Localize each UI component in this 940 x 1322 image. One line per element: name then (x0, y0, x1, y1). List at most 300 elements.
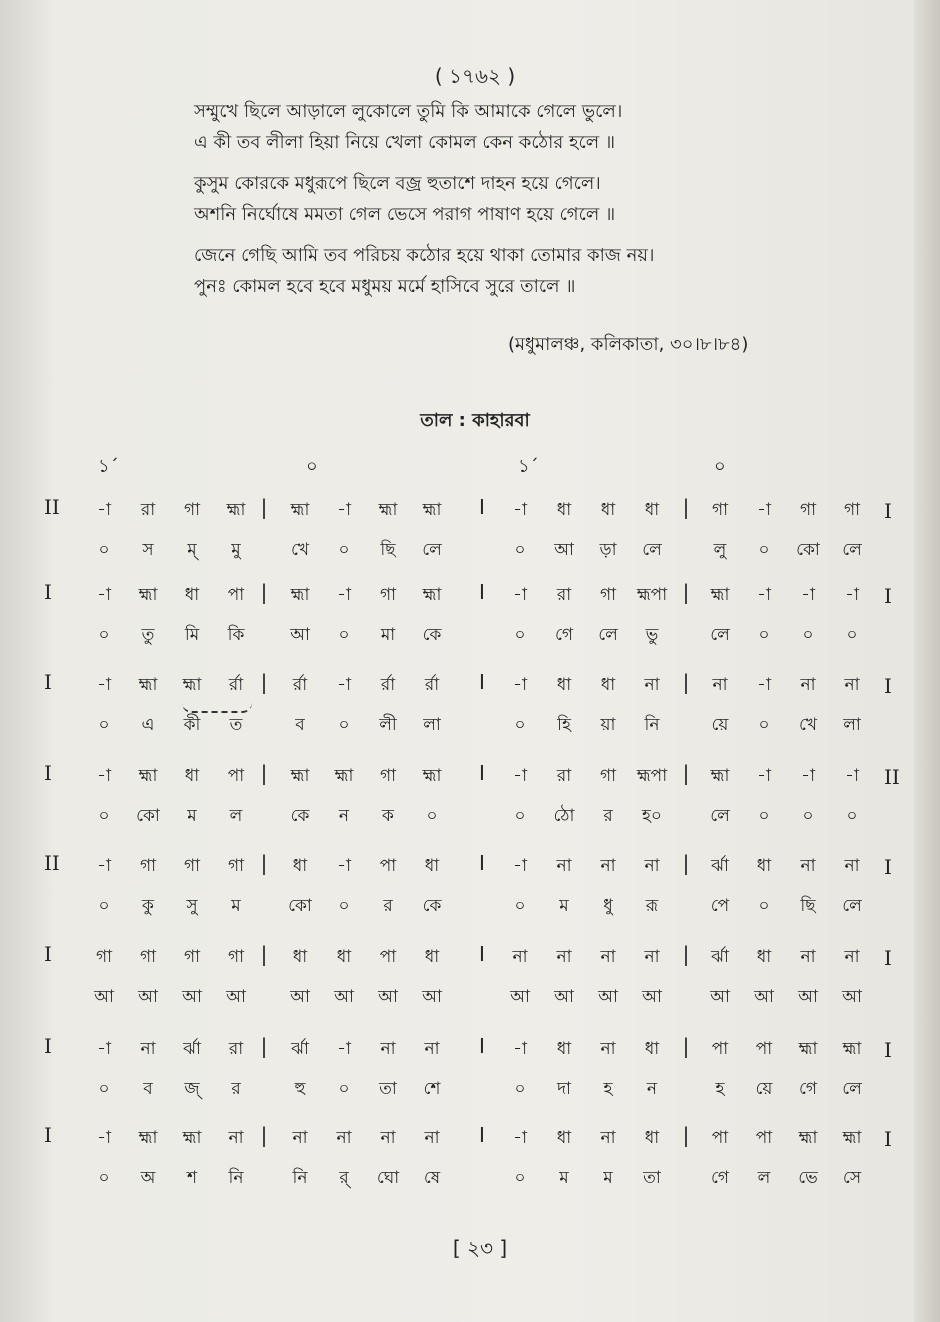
row-start-barline: I (44, 1034, 52, 1058)
lyric-syllable: এ (141, 715, 155, 735)
swara-note: গা (599, 766, 617, 786)
lyric-syllable: ঘো (376, 1168, 400, 1188)
swara-note: হ্মা (226, 500, 246, 520)
swara-note: না (424, 1039, 440, 1059)
lyric-syllable: কে (422, 896, 442, 916)
lyric-syllable: ঠো (553, 806, 575, 826)
lyric-syllable: গে (710, 1168, 730, 1188)
swara-note: না (336, 1128, 352, 1148)
row-start-barline: II (44, 851, 60, 875)
lyric-syllable: ০ (846, 806, 858, 826)
swara-note: রা (556, 766, 572, 786)
swara-note: ধা (184, 766, 200, 786)
beat-mark-khali: ০ (306, 456, 318, 477)
lyric-syllable: মি (184, 625, 200, 645)
lyric-syllable: ০ (338, 540, 350, 560)
swara-note: না (556, 856, 572, 876)
lyric-syllable: ০ (338, 896, 350, 916)
lyric-syllable: অ (140, 1168, 156, 1188)
lyric-syllable: কো (288, 896, 312, 916)
lyric-syllable: হ (603, 1079, 613, 1099)
swara-note: হ্মপা (636, 766, 668, 786)
lyric-syllable: স (142, 540, 154, 560)
lyric-syllable: আ (334, 987, 354, 1007)
lyric-syllable: হি (557, 715, 571, 735)
lyric-syllable: ০ (758, 806, 770, 826)
poem-line: এ কী তব লীলা হিয়া নিয়ে খেলা কোমল কেন কঠোর হলে ॥ (194, 132, 616, 153)
lyric-syllable: আ (290, 625, 310, 645)
lyric-syllable: ষে (423, 1168, 441, 1188)
swara-note: -া (513, 856, 527, 876)
swara-note: না (600, 947, 616, 967)
swara-note: গা (843, 500, 861, 520)
poem-line: অশনি নির্ঘোষে মমতা গেল ভেসে পরাগ পাষাণ হয়ে গেলে ॥ (194, 204, 616, 225)
swara-note: -া (513, 500, 527, 520)
beat-mark-sam: ১´ (98, 456, 119, 477)
swara-note: -া (97, 585, 111, 605)
row-end-barline: I (884, 499, 892, 523)
division-barline: I (479, 851, 485, 875)
swara-note: না (512, 947, 528, 967)
lyric-syllable: লা (423, 715, 441, 735)
lyric-syllable: আ (798, 987, 818, 1007)
swara-note: না (800, 675, 816, 695)
lyric-syllable: ০ (98, 625, 110, 645)
swara-note: -া (337, 856, 351, 876)
lyric-syllable: কী (183, 715, 201, 735)
swara-note: ধা (292, 947, 308, 967)
lyric-syllable: ম (187, 806, 197, 826)
lyric-syllable: ব (143, 1079, 153, 1099)
swara-note: গা (711, 500, 729, 520)
division-barline: I (479, 1123, 485, 1147)
lyric-syllable: ব (295, 715, 305, 735)
lyric-syllable: ০ (98, 1079, 110, 1099)
division-barline: | (260, 851, 268, 875)
lyric-syllable: লে (842, 1079, 862, 1099)
division-barline: | (682, 580, 690, 604)
swara-note: ধা (424, 856, 440, 876)
swara-note: না (800, 947, 816, 967)
swara-note: -া (337, 675, 351, 695)
swara-note: হ্মা (138, 1128, 158, 1148)
lyric-syllable: ধু (603, 896, 613, 916)
swara-note: রা (228, 1039, 244, 1059)
swara-note: হ্মা (842, 1128, 862, 1148)
lyric-syllable: ল (229, 806, 243, 826)
swara-note: ধা (556, 675, 572, 695)
lyric-syllable: ০ (514, 625, 526, 645)
lyric-syllable: নি (228, 1168, 244, 1188)
swara-note: র্রা (424, 675, 440, 695)
swara-note: হ্মা (422, 585, 442, 605)
lyric-syllable: ভে (798, 1168, 818, 1188)
swara-note: হ্মা (290, 500, 310, 520)
swara-note: -া (97, 675, 111, 695)
row-end-barline: I (884, 855, 892, 879)
lyric-syllable: সে (842, 1168, 862, 1188)
lyric-syllable: য়ে (711, 715, 729, 735)
lyric-syllable: ০ (514, 896, 526, 916)
lyric-syllable: আ (554, 540, 574, 560)
lyric-syllable: ছি (800, 896, 816, 916)
lyric-syllable: আ (182, 987, 202, 1007)
lyric-syllable: ছি (380, 540, 396, 560)
swara-note: হ্মপা (636, 585, 668, 605)
lyric-syllable: ০ (846, 625, 858, 645)
swara-note: র্ঝা (183, 1039, 201, 1059)
lyric-syllable: ল (757, 1168, 771, 1188)
lyric-syllable: লে (422, 540, 442, 560)
division-barline: | (682, 761, 690, 785)
swara-note: ধা (556, 1039, 572, 1059)
poem-line: সম্মুখে ছিলে আড়ালে লুকোলে তুমি কি আমাকে গেলে ভুলে। (194, 101, 623, 122)
swara-note: হ্মা (798, 1039, 818, 1059)
lyric-syllable: লী (379, 715, 397, 735)
lyric-syllable: ০ (514, 715, 526, 735)
swara-note: ধা (292, 856, 308, 876)
swara-note: -া (97, 766, 111, 786)
swara-note: ধা (644, 500, 660, 520)
poem-line: কুসুম কোরকে মধুরূপে ছিলে বজ্র হুতাশে দাহন হয়ে গেলে। (194, 173, 601, 194)
swara-note: ধা (644, 1128, 660, 1148)
swara-note: গা (799, 500, 817, 520)
division-barline: | (260, 580, 268, 604)
swara-note: -া (845, 766, 859, 786)
lyric-syllable: আ (842, 987, 862, 1007)
lyric-syllable: ম (559, 896, 569, 916)
swara-note: পা (711, 1128, 729, 1148)
row-start-barline: II (44, 495, 60, 519)
lyric-syllable: র (231, 1079, 241, 1099)
lyric-syllable: লে (642, 540, 662, 560)
swara-note: -া (97, 856, 111, 876)
lyric-syllable: ম্ (187, 540, 197, 560)
swara-note: ধা (556, 1128, 572, 1148)
swara-note: না (844, 856, 860, 876)
swara-note: পা (755, 1128, 773, 1148)
beat-mark-sam: ১´ (518, 456, 539, 477)
stanza (194, 240, 794, 302)
swara-note: না (600, 1128, 616, 1148)
swara-note: -া (337, 1039, 351, 1059)
lyric-syllable: লে (710, 625, 730, 645)
lyric-syllable: নি (292, 1168, 308, 1188)
division-barline: | (260, 1123, 268, 1147)
division-barline: I (479, 1034, 485, 1058)
swara-note: না (844, 675, 860, 695)
swara-note: র্ঝা (291, 1039, 309, 1059)
lyric-syllable: ০ (98, 896, 110, 916)
swara-note: হ্মা (378, 500, 398, 520)
lyric-syllable: য়ে (755, 1079, 773, 1099)
source-citation: (মধুমালঞ্চ, কলিকাতা, ৩০।৮।৮৪) (508, 334, 749, 355)
division-barline: I (479, 580, 485, 604)
division-barline: I (479, 942, 485, 966)
lyric-syllable: আ (378, 987, 398, 1007)
lyric-syllable: র্ (339, 1168, 349, 1188)
swara-note: হ্মা (422, 500, 442, 520)
lyric-syllable: জ্ (184, 1079, 200, 1099)
swara-note: হ্মা (710, 766, 730, 786)
lyric-syllable: হ০ (642, 806, 662, 826)
lyric-syllable: লে (842, 540, 862, 560)
lyric-syllable: লা (843, 715, 861, 735)
lyric-syllable: হ (715, 1079, 725, 1099)
swara-note: না (800, 856, 816, 876)
swara-note: হ্মা (138, 766, 158, 786)
swara-note: -া (801, 766, 815, 786)
stanza (194, 96, 794, 158)
lyric-syllable: গে (798, 1079, 818, 1099)
swara-note: গা (183, 947, 201, 967)
swara-note: র্রা (228, 675, 244, 695)
lyric-syllable: লু (713, 540, 727, 560)
poem-line: পুনঃ কোমল হবে হবে মধুময় মর্মে হাসিবে সুরে তালে ॥ (194, 276, 576, 297)
swara-note: গা (379, 585, 397, 605)
swara-note: হ্মা (710, 585, 730, 605)
swara-note: গা (95, 947, 113, 967)
swara-note: না (228, 1128, 244, 1148)
lyric-syllable: নি (644, 715, 660, 735)
division-barline: | (682, 495, 690, 519)
swara-note: -া (337, 500, 351, 520)
swara-note: -া (845, 585, 859, 605)
swara-note: গা (139, 856, 157, 876)
lyric-syllable: ড়া (599, 540, 617, 560)
lyric-syllable: কু (142, 896, 154, 916)
lyric-syllable: ম (231, 896, 241, 916)
lyric-syllable: আ (94, 987, 114, 1007)
swara-note: -া (97, 1128, 111, 1148)
swara-note: হ্মা (138, 585, 158, 605)
swara-note: ধা (336, 947, 352, 967)
swara-note: ধা (756, 856, 772, 876)
lyric-syllable: আ (754, 987, 774, 1007)
meend-slur-mark (182, 703, 252, 713)
lyric-syllable: পে (710, 896, 730, 916)
row-start-barline: I (44, 761, 52, 785)
swara-note: পা (227, 585, 245, 605)
lyric-syllable: কো (796, 540, 820, 560)
swara-note: -া (97, 1039, 111, 1059)
swara-note: পা (711, 1039, 729, 1059)
lyric-syllable: ০ (98, 806, 110, 826)
lyric-syllable: ০ (98, 715, 110, 735)
lyric-syllable: দা (557, 1079, 571, 1099)
lyric-syllable: তা (643, 1168, 661, 1188)
lyric-syllable: ০ (514, 1079, 526, 1099)
swara-note: রা (140, 500, 156, 520)
lyric-syllable: আ (598, 987, 618, 1007)
lyric-syllable: খে (290, 540, 310, 560)
lyric-syllable: ভু (645, 625, 659, 645)
row-start-barline: I (44, 942, 52, 966)
division-barline: | (260, 761, 268, 785)
swara-note: গা (139, 947, 157, 967)
swara-note: -া (757, 585, 771, 605)
lyric-syllable: কে (422, 625, 442, 645)
beat-mark-khali: ০ (714, 456, 726, 477)
lyric-syllable: ০ (802, 806, 814, 826)
swara-note: -া (513, 675, 527, 695)
swara-note: না (600, 1039, 616, 1059)
swara-note: গা (183, 500, 201, 520)
swara-note: ধা (756, 947, 772, 967)
lyric-syllable: গে (554, 625, 574, 645)
row-end-barline: I (884, 1127, 892, 1151)
swara-note: গা (379, 766, 397, 786)
swara-note: র্ঝা (711, 856, 729, 876)
swara-note: হ্মা (798, 1128, 818, 1148)
lyric-syllable: হু (294, 1079, 306, 1099)
lyric-syllable: আ (422, 987, 442, 1007)
lyric-syllable: ০ (514, 806, 526, 826)
swara-note: হ্মা (422, 766, 442, 786)
lyric-syllable: য়া (600, 715, 616, 735)
swara-note: না (644, 675, 660, 695)
row-end-barline: I (884, 674, 892, 698)
lyric-syllable: ০ (338, 625, 350, 645)
lyric-syllable: ০ (758, 625, 770, 645)
swara-note: পা (379, 856, 397, 876)
swara-note: গা (227, 856, 245, 876)
division-barline: | (682, 1123, 690, 1147)
swara-note: গা (227, 947, 245, 967)
swara-note: -া (757, 766, 771, 786)
poem-lyrics (194, 96, 794, 312)
lyric-syllable: ন (338, 806, 350, 826)
lyric-syllable: সু (186, 896, 198, 916)
swara-note: গা (183, 856, 201, 876)
swara-note: -া (757, 500, 771, 520)
division-barline: I (479, 495, 485, 519)
swara-note: না (600, 856, 616, 876)
lyric-syllable: ন (646, 1079, 658, 1099)
swara-note: না (844, 947, 860, 967)
lyric-syllable: ত (229, 715, 243, 735)
swara-note: না (644, 947, 660, 967)
row-start-barline: I (44, 670, 52, 694)
lyric-syllable: মা (380, 625, 396, 645)
swara-note: গা (599, 585, 617, 605)
swara-note: না (556, 947, 572, 967)
swara-note: ধা (644, 1039, 660, 1059)
swara-note: র্ঝা (711, 947, 729, 967)
division-barline: | (682, 851, 690, 875)
lyric-syllable: কো (136, 806, 160, 826)
row-start-barline: I (44, 1123, 52, 1147)
lyric-syllable: ০ (758, 540, 770, 560)
stanza (194, 168, 794, 230)
swara-note: -া (513, 585, 527, 605)
swara-note: হ্মা (290, 766, 310, 786)
lyric-syllable: ম (603, 1168, 613, 1188)
lyric-syllable: র (383, 896, 393, 916)
row-start-barline: I (44, 580, 52, 604)
division-barline: | (260, 1034, 268, 1058)
swara-note: ধা (184, 585, 200, 605)
swara-note: -া (97, 500, 111, 520)
division-barline: I (479, 761, 485, 785)
lyric-syllable: আ (510, 987, 530, 1007)
swara-note: না (424, 1128, 440, 1148)
lyric-syllable: আ (710, 987, 730, 1007)
lyric-syllable: খে (798, 715, 818, 735)
lyric-syllable: কে (290, 806, 310, 826)
division-barline: | (682, 670, 690, 694)
song-number: ( ১৭৬২ ) (434, 64, 516, 88)
swara-note: ধা (424, 947, 440, 967)
swara-note: হ্মা (182, 675, 202, 695)
swara-note: হ্মা (138, 675, 158, 695)
division-barline: | (682, 942, 690, 966)
lyric-syllable: র (603, 806, 613, 826)
footer-page-number: [ ২৩ ] (452, 1236, 508, 1260)
swara-note: রা (556, 585, 572, 605)
lyric-syllable: ক (382, 806, 394, 826)
lyric-syllable: কি (227, 625, 245, 645)
division-barline: | (260, 495, 268, 519)
swara-note: -া (801, 585, 815, 605)
swara-note: পা (755, 1039, 773, 1059)
swara-note: না (292, 1128, 308, 1148)
swara-note: না (644, 856, 660, 876)
swara-note: -া (513, 1128, 527, 1148)
swara-note: না (380, 1039, 396, 1059)
swara-note: পা (379, 947, 397, 967)
swara-note: না (140, 1039, 156, 1059)
taal-heading: তাল : কাহারবা (420, 410, 530, 431)
lyric-syllable: ০ (514, 540, 526, 560)
lyric-syllable: ০ (514, 1168, 526, 1188)
swara-note: -া (513, 766, 527, 786)
lyric-syllable: ০ (98, 540, 110, 560)
lyric-syllable: শে (423, 1079, 441, 1099)
swara-note: -া (513, 1039, 527, 1059)
book-spine-shadow (914, 0, 940, 1322)
lyric-syllable: লে (598, 625, 618, 645)
swara-note: না (712, 675, 728, 695)
lyric-syllable: তা (379, 1079, 397, 1099)
lyric-syllable: আ (642, 987, 662, 1007)
division-barline: | (260, 942, 268, 966)
lyric-syllable: ০ (338, 715, 350, 735)
lyric-syllable: আ (226, 987, 246, 1007)
lyric-syllable: ম (559, 1168, 569, 1188)
poem-line: জেনে গেছি আমি তব পরিচয় কঠোর হয়ে থাকা তোমার কাজ নয়। (194, 245, 655, 266)
swara-note: ধা (600, 500, 616, 520)
lyric-syllable: ০ (758, 896, 770, 916)
lyric-syllable: লে (842, 896, 862, 916)
lyric-syllable: ০ (758, 715, 770, 735)
lyric-syllable: ০ (98, 1168, 110, 1188)
swara-note: হ্মা (842, 1039, 862, 1059)
lyric-syllable: আ (138, 987, 158, 1007)
lyric-syllable: ০ (426, 806, 438, 826)
lyric-syllable: ০ (338, 1079, 350, 1099)
swara-note: না (380, 1128, 396, 1148)
swara-note: ধা (600, 675, 616, 695)
lyric-syllable: ০ (802, 625, 814, 645)
division-barline: | (260, 670, 268, 694)
lyric-syllable: লে (710, 806, 730, 826)
division-barline: | (682, 1034, 690, 1058)
swara-note: পা (227, 766, 245, 786)
row-end-barline: I (884, 1038, 892, 1062)
lyric-syllable: আ (290, 987, 310, 1007)
swara-note: -া (757, 675, 771, 695)
